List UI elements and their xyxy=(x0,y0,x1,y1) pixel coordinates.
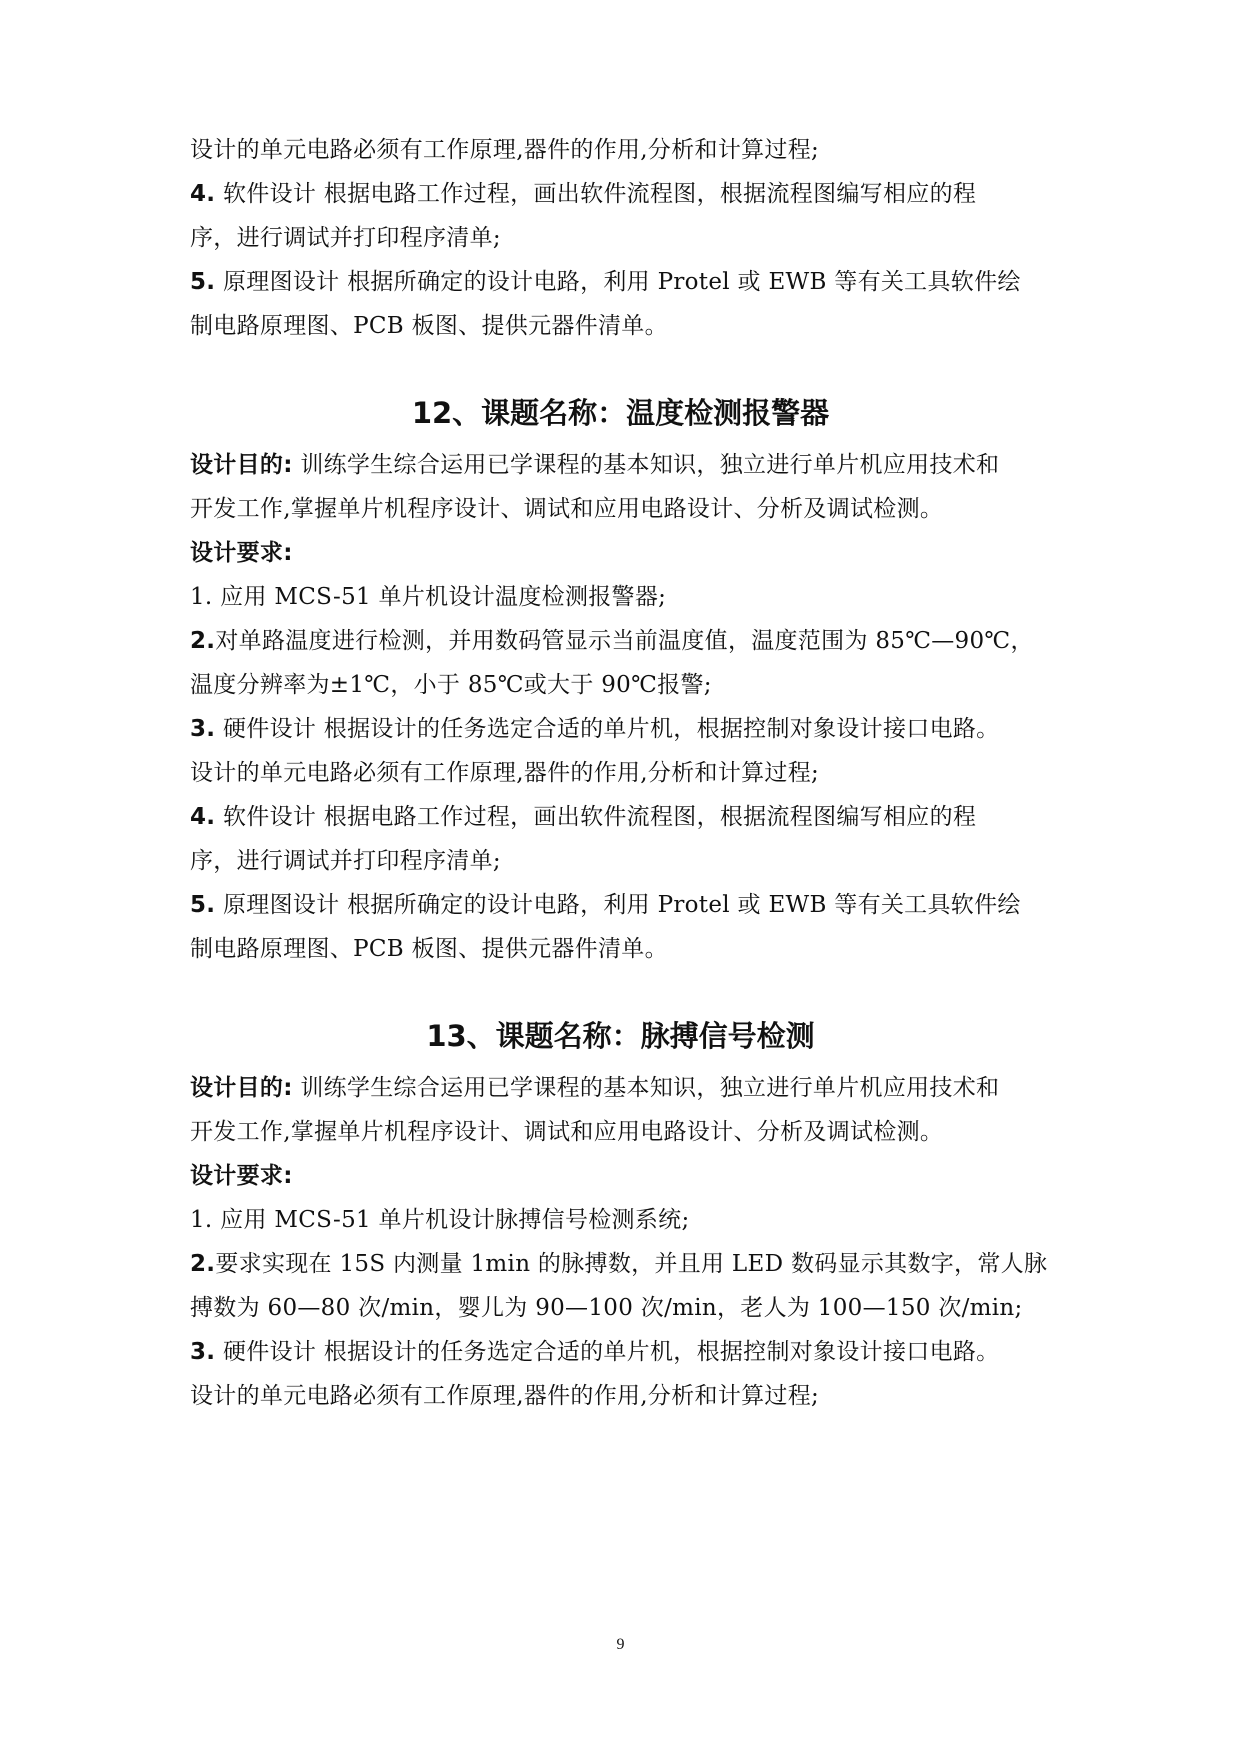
paragraph-line: 设计的单元电路必须有工作原理,器件的作用,分析和计算过程; xyxy=(190,1383,820,1409)
requirements-heading: 设计要求: xyxy=(190,540,293,566)
section-title: 13、课题名称：脉搏信号检测 xyxy=(426,1019,815,1053)
design-goal: 设计目的: 训练学生综合运用已学课程的基本知识，独立进行单片机应用技术和 xyxy=(190,452,1000,478)
list-item: 1. 应用 MCS-51 单片机设计脉搏信号检测系统; xyxy=(190,1207,690,1233)
paragraph-line: 序，进行调试并打印程序清单; xyxy=(190,225,501,251)
list-item: 3. 硬件设计 根据设计的任务选定合适的单片机，根据控制对象设计接口电路。 xyxy=(190,716,1000,742)
item-number: 5. xyxy=(190,269,216,295)
paragraph-line: 温度分辨率为±1℃，小于 85℃或大于 90℃报警; xyxy=(190,672,712,698)
item-number: 4. xyxy=(190,181,216,207)
item-number: 3. xyxy=(190,716,216,742)
item-number: 5. xyxy=(190,892,216,918)
paragraph-line: 设计的单元电路必须有工作原理,器件的作用,分析和计算过程; xyxy=(190,760,820,786)
list-item: 2.对单路温度进行检测，并用数码管显示当前温度值，温度范围为 85℃—90℃， xyxy=(190,628,1034,654)
goal-label: 设计目的: xyxy=(190,1075,293,1101)
paragraph-line: 开发工作,掌握单片机程序设计、调试和应用电路设计、分析及调试检测。 xyxy=(190,496,944,522)
design-goal: 设计目的: 训练学生综合运用已学课程的基本知识，独立进行单片机应用技术和 xyxy=(190,1075,1000,1101)
section-title: 12、课题名称：温度检测报警器 xyxy=(411,396,830,430)
list-item: 5. 原理图设计 根据所确定的设计电路，利用 Protel 或 EWB 等有关工具软件绘 xyxy=(190,269,1021,295)
list-item: 4. 软件设计 根据电路工作过程，画出软件流程图，根据流程图编写相应的程 xyxy=(190,181,977,207)
paragraph-line: 开发工作,掌握单片机程序设计、调试和应用电路设计、分析及调试检测。 xyxy=(190,1119,944,1145)
paragraph-line: 序，进行调试并打印程序清单; xyxy=(190,848,501,874)
list-item: 4. 软件设计 根据电路工作过程，画出软件流程图，根据流程图编写相应的程 xyxy=(190,804,977,830)
list-item: 2.要求实现在 15S 内测量 1min 的脉搏数，并且用 LED 数码显示其数字，常人脉 xyxy=(190,1251,1048,1277)
goal-label: 设计目的: xyxy=(190,452,293,478)
list-item: 3. 硬件设计 根据设计的任务选定合适的单片机，根据控制对象设计接口电路。 xyxy=(190,1339,1000,1365)
paragraph-line: 制电路原理图、PCB 板图、提供元器件清单。 xyxy=(190,313,668,339)
item-number: 3. xyxy=(190,1339,216,1365)
item-number: 2. xyxy=(190,628,216,654)
paragraph-line: 设计的单元电路必须有工作原理,器件的作用,分析和计算过程; xyxy=(190,137,820,163)
requirements-heading: 设计要求: xyxy=(190,1163,293,1189)
page-number: 9 xyxy=(616,1636,625,1653)
paragraph-line: 搏数为 60—80 次/min，婴儿为 90—100 次/min，老人为 100—150 次/min; xyxy=(190,1295,1023,1321)
item-number: 4. xyxy=(190,804,216,830)
list-item: 1. 应用 MCS-51 单片机设计温度检测报警器; xyxy=(190,584,667,610)
list-item: 5. 原理图设计 根据所确定的设计电路，利用 Protel 或 EWB 等有关工具软件绘 xyxy=(190,892,1021,918)
paragraph-line: 制电路原理图、PCB 板图、提供元器件清单。 xyxy=(190,936,668,962)
item-number: 2. xyxy=(190,1251,216,1277)
